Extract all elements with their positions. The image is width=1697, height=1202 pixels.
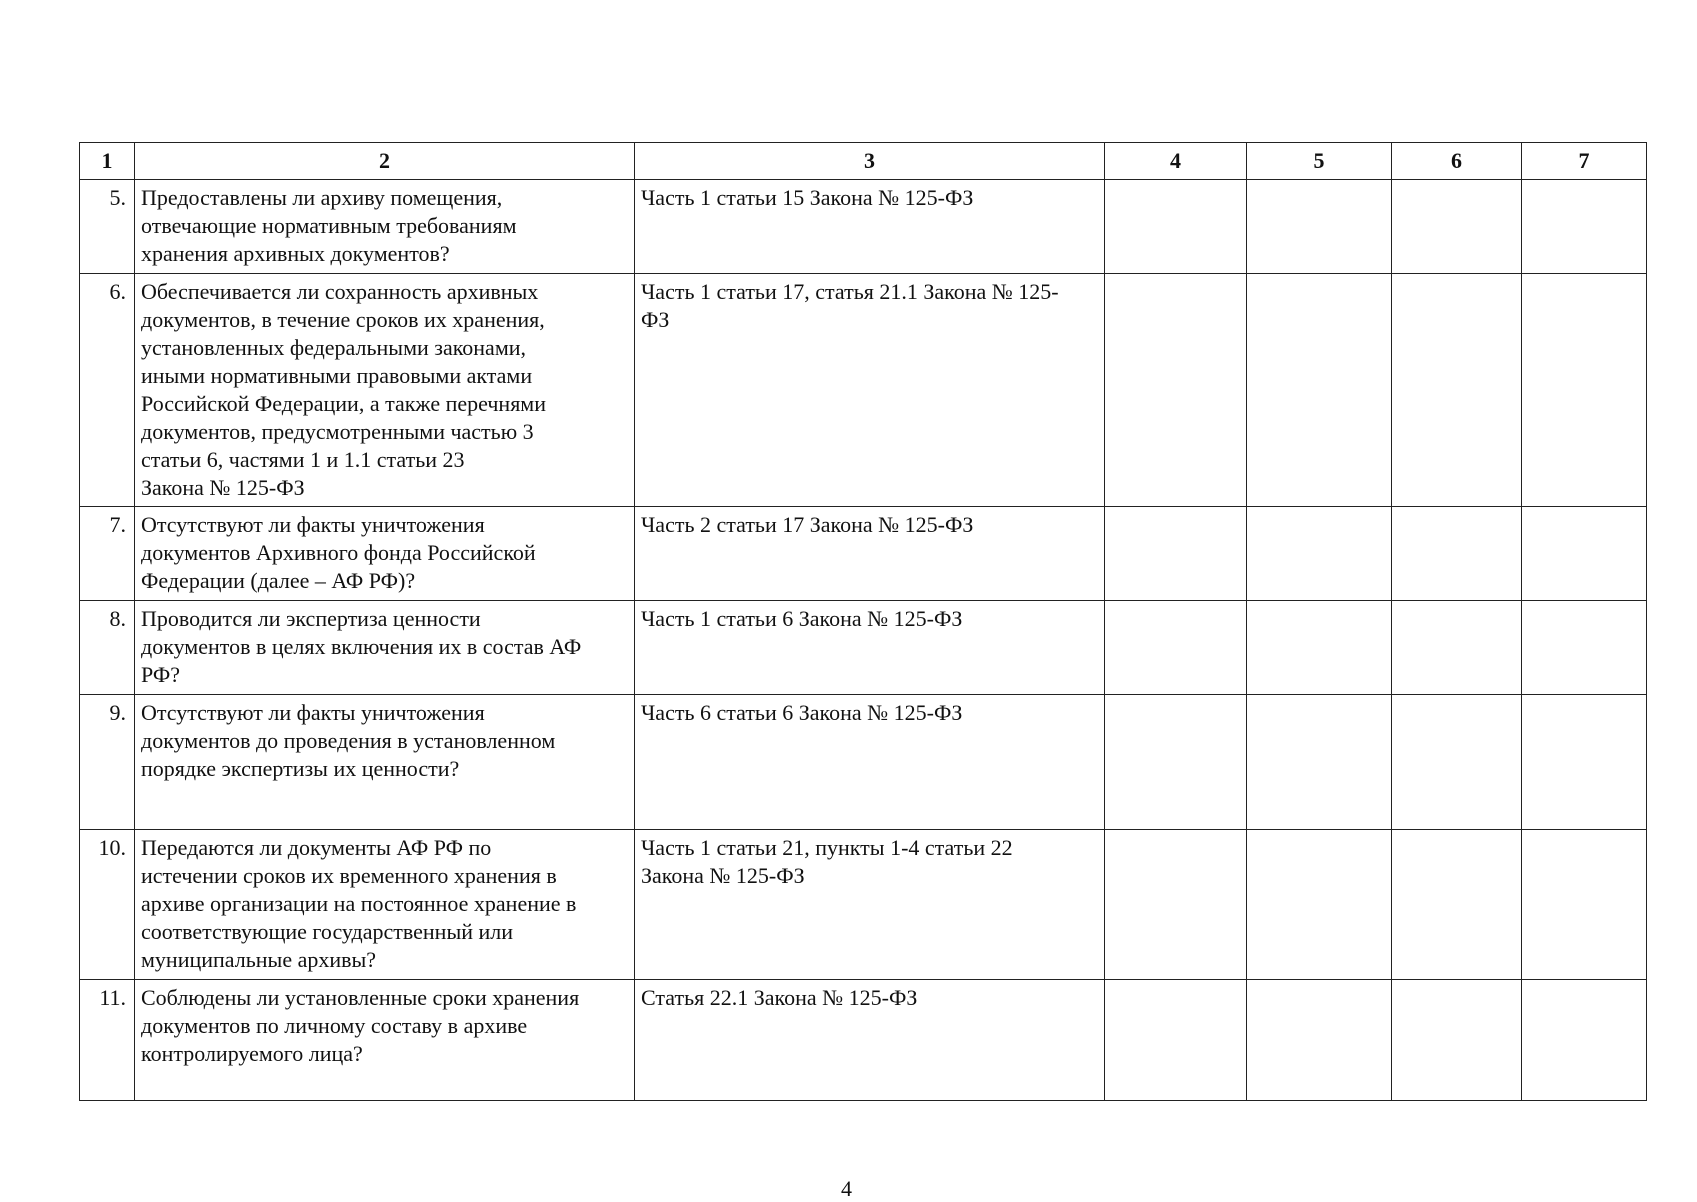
answer-cell-4 bbox=[1105, 601, 1247, 695]
answer-cell-5 bbox=[1247, 507, 1392, 601]
column-header-7: 7 bbox=[1522, 143, 1647, 180]
answer-cell-4 bbox=[1105, 274, 1247, 507]
answer-cell-5 bbox=[1247, 980, 1392, 1101]
row-number: 9. bbox=[80, 695, 135, 830]
table-row bbox=[80, 507, 1647, 601]
answer-cell-4 bbox=[1105, 830, 1247, 980]
requirement-question: Обеспечивается ли сохранность архивных документов, в течение сроков их хранения, установленных федеральными законами, иными нормативными правовыми актами Российской Федерации, а также перечнями документов, предусмотренными частью 3 статьи 6, частями 1 и 1.1 статьи 23 Закона № 125-ФЗ bbox=[135, 274, 635, 507]
checklist-table bbox=[79, 142, 1647, 1101]
legal-reference: Часть 1 статьи 6 Закона № 125-ФЗ bbox=[635, 601, 1105, 695]
requirement-question: Отсутствуют ли факты уничтожения документов Архивного фонда Российской Федерации (далее – АФ РФ)? bbox=[135, 507, 635, 601]
row-number: 10. bbox=[80, 830, 135, 980]
table-row bbox=[80, 601, 1647, 695]
answer-cell-6 bbox=[1392, 274, 1522, 507]
answer-cell-6 bbox=[1392, 601, 1522, 695]
answer-cell-4 bbox=[1105, 507, 1247, 601]
answer-cell-5 bbox=[1247, 830, 1392, 980]
row-number: 5. bbox=[80, 180, 135, 274]
requirement-question: Соблюдены ли установленные сроки хранения документов по личному составу в архиве контролируемого лица? bbox=[135, 980, 635, 1101]
answer-cell-7 bbox=[1522, 274, 1647, 507]
answer-cell-7 bbox=[1522, 601, 1647, 695]
legal-reference: Часть 1 статьи 17, статья 21.1 Закона № 125- ФЗ bbox=[635, 274, 1105, 507]
row-number: 11. bbox=[80, 980, 135, 1101]
column-header-1: 1 bbox=[80, 143, 135, 180]
answer-cell-7 bbox=[1522, 507, 1647, 601]
column-header-5: 5 bbox=[1247, 143, 1392, 180]
answer-cell-4 bbox=[1105, 980, 1247, 1101]
column-header-3: 3 bbox=[635, 143, 1105, 180]
legal-reference: Часть 1 статьи 21, пункты 1-4 статьи 22 Закона № 125-ФЗ bbox=[635, 830, 1105, 980]
legal-reference: Часть 2 статьи 17 Закона № 125-ФЗ bbox=[635, 507, 1105, 601]
table-row bbox=[80, 695, 1647, 830]
answer-cell-5 bbox=[1247, 274, 1392, 507]
legal-reference: Статья 22.1 Закона № 125-ФЗ bbox=[635, 980, 1105, 1101]
table-row bbox=[80, 180, 1647, 274]
column-header-6: 6 bbox=[1392, 143, 1522, 180]
column-header-2: 2 bbox=[135, 143, 635, 180]
answer-cell-6 bbox=[1392, 695, 1522, 830]
answer-cell-5 bbox=[1247, 695, 1392, 830]
row-number: 6. bbox=[80, 274, 135, 507]
page-number: 4 bbox=[841, 1176, 852, 1201]
table-row bbox=[80, 830, 1647, 980]
row-number: 7. bbox=[80, 507, 135, 601]
answer-cell-7 bbox=[1522, 695, 1647, 830]
requirement-question: Предоставлены ли архиву помещения, отвечающие нормативным требованиям хранения архивных документов? bbox=[135, 180, 635, 274]
answer-cell-6 bbox=[1392, 830, 1522, 980]
requirement-question: Передаются ли документы АФ РФ по истечении сроков их временного хранения в архиве организации на постоянное хранение в соответствующие государственный или муниципальные архивы? bbox=[135, 830, 635, 980]
answer-cell-7 bbox=[1522, 180, 1647, 274]
answer-cell-5 bbox=[1247, 180, 1392, 274]
legal-reference: Часть 1 статьи 15 Закона № 125-ФЗ bbox=[635, 180, 1105, 274]
answer-cell-6 bbox=[1392, 980, 1522, 1101]
answer-cell-5 bbox=[1247, 601, 1392, 695]
header-row bbox=[80, 143, 1647, 180]
row-number: 8. bbox=[80, 601, 135, 695]
column-header-4: 4 bbox=[1105, 143, 1247, 180]
table-row bbox=[80, 980, 1647, 1101]
table-row bbox=[80, 274, 1647, 507]
answer-cell-6 bbox=[1392, 507, 1522, 601]
answer-cell-4 bbox=[1105, 180, 1247, 274]
answer-cell-4 bbox=[1105, 695, 1247, 830]
answer-cell-7 bbox=[1522, 830, 1647, 980]
requirement-question: Проводится ли экспертиза ценности документов в целях включения их в состав АФ РФ? bbox=[135, 601, 635, 695]
answer-cell-6 bbox=[1392, 180, 1522, 274]
requirement-question: Отсутствуют ли факты уничтожения документов до проведения в установленном порядке экспертизы их ценности? bbox=[135, 695, 635, 830]
legal-reference: Часть 6 статьи 6 Закона № 125-ФЗ bbox=[635, 695, 1105, 830]
answer-cell-7 bbox=[1522, 980, 1647, 1101]
